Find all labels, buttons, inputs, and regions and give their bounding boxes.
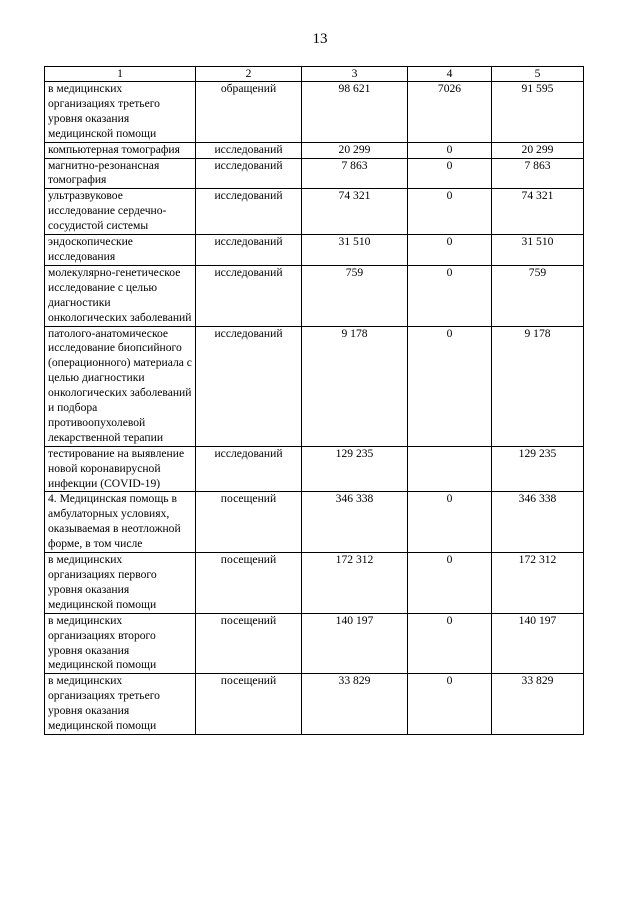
column-header: 1 <box>45 67 196 82</box>
column-header: 3 <box>302 67 408 82</box>
table-row <box>45 82 584 143</box>
cell-total: 346 338 <box>302 492 408 553</box>
cell-total: 129 235 <box>302 446 408 492</box>
table-row <box>45 492 584 553</box>
cell-col4: 7026 <box>408 82 492 143</box>
cell-col5: 129 235 <box>492 446 584 492</box>
table-row <box>45 446 584 492</box>
cell-col4 <box>408 446 492 492</box>
cell-col5: 346 338 <box>492 492 584 553</box>
cell-name: в медицинских организациях третьего уровня оказания медицинской помощи <box>45 82 196 143</box>
cell-col5: 33 829 <box>492 674 584 735</box>
cell-unit: исследований <box>196 446 302 492</box>
cell-col5: 9 178 <box>492 326 584 446</box>
cell-name: в медицинских организациях первого уровня оказания медицинской помощи <box>45 553 196 614</box>
cell-total: 172 312 <box>302 553 408 614</box>
data-table <box>44 66 584 735</box>
cell-col4: 0 <box>408 674 492 735</box>
table-row <box>45 158 584 189</box>
cell-name: компьютерная томография <box>45 142 196 158</box>
cell-col4: 0 <box>408 613 492 674</box>
cell-col5: 172 312 <box>492 553 584 614</box>
cell-total: 31 510 <box>302 235 408 266</box>
page-number: 13 <box>312 31 328 47</box>
cell-col5: 31 510 <box>492 235 584 266</box>
cell-col4: 0 <box>408 142 492 158</box>
column-header: 2 <box>196 67 302 82</box>
cell-name: патолого-анатомическое исследование биопсийного (операционного) материала с целью диагностики онкологических заболеваний и подбора противоопухолевой лекарственной терапии <box>45 326 196 446</box>
cell-total: 9 178 <box>302 326 408 446</box>
cell-unit: посещений <box>196 674 302 735</box>
cell-col4: 0 <box>408 158 492 189</box>
cell-total: 7 863 <box>302 158 408 189</box>
cell-name: молекулярно-генетическое исследование с целью диагностики онкологических заболеваний <box>45 265 196 326</box>
cell-unit: посещений <box>196 492 302 553</box>
cell-col5: 7 863 <box>492 158 584 189</box>
cell-col4: 0 <box>408 553 492 614</box>
cell-col5: 759 <box>492 265 584 326</box>
cell-unit: исследований <box>196 265 302 326</box>
cell-total: 759 <box>302 265 408 326</box>
cell-col5: 20 299 <box>492 142 584 158</box>
table-row <box>45 674 584 735</box>
cell-col5: 140 197 <box>492 613 584 674</box>
cell-name: эндоскопические исследования <box>45 235 196 266</box>
cell-col4: 0 <box>408 265 492 326</box>
cell-unit: исследований <box>196 326 302 446</box>
cell-unit: исследований <box>196 235 302 266</box>
cell-unit: исследований <box>196 189 302 235</box>
cell-col4: 0 <box>408 235 492 266</box>
cell-unit: исследований <box>196 158 302 189</box>
column-header: 4 <box>408 67 492 82</box>
header-row <box>45 67 584 82</box>
cell-name: в медицинских организациях второго уровня оказания медицинской помощи <box>45 613 196 674</box>
cell-unit: обращений <box>196 82 302 143</box>
cell-total: 140 197 <box>302 613 408 674</box>
cell-unit: посещений <box>196 613 302 674</box>
cell-col5: 91 595 <box>492 82 584 143</box>
cell-unit: посещений <box>196 553 302 614</box>
cell-unit: исследований <box>196 142 302 158</box>
cell-col4: 0 <box>408 326 492 446</box>
column-header: 5 <box>492 67 584 82</box>
table-row <box>45 553 584 614</box>
cell-col4: 0 <box>408 492 492 553</box>
cell-total: 98 621 <box>302 82 408 143</box>
table-row <box>45 326 584 446</box>
cell-total: 74 321 <box>302 189 408 235</box>
table-row <box>45 235 584 266</box>
cell-name: тестирование на выявление новой коронавирусной инфекции (COVID-19) <box>45 446 196 492</box>
cell-total: 33 829 <box>302 674 408 735</box>
cell-name: 4. Медицинская помощь в амбулаторных условиях, оказываемая в неотложной форме, в том числе <box>45 492 196 553</box>
cell-name: в медицинских организациях третьего уровня оказания медицинской помощи <box>45 674 196 735</box>
cell-col4: 0 <box>408 189 492 235</box>
cell-total: 20 299 <box>302 142 408 158</box>
cell-name: магнитно-резонансная томография <box>45 158 196 189</box>
table-row <box>45 189 584 235</box>
table-row <box>45 613 584 674</box>
cell-name: ультразвуковое исследование сердечно-сосудистой системы <box>45 189 196 235</box>
cell-col5: 74 321 <box>492 189 584 235</box>
table-row <box>45 265 584 326</box>
table-row <box>45 142 584 158</box>
